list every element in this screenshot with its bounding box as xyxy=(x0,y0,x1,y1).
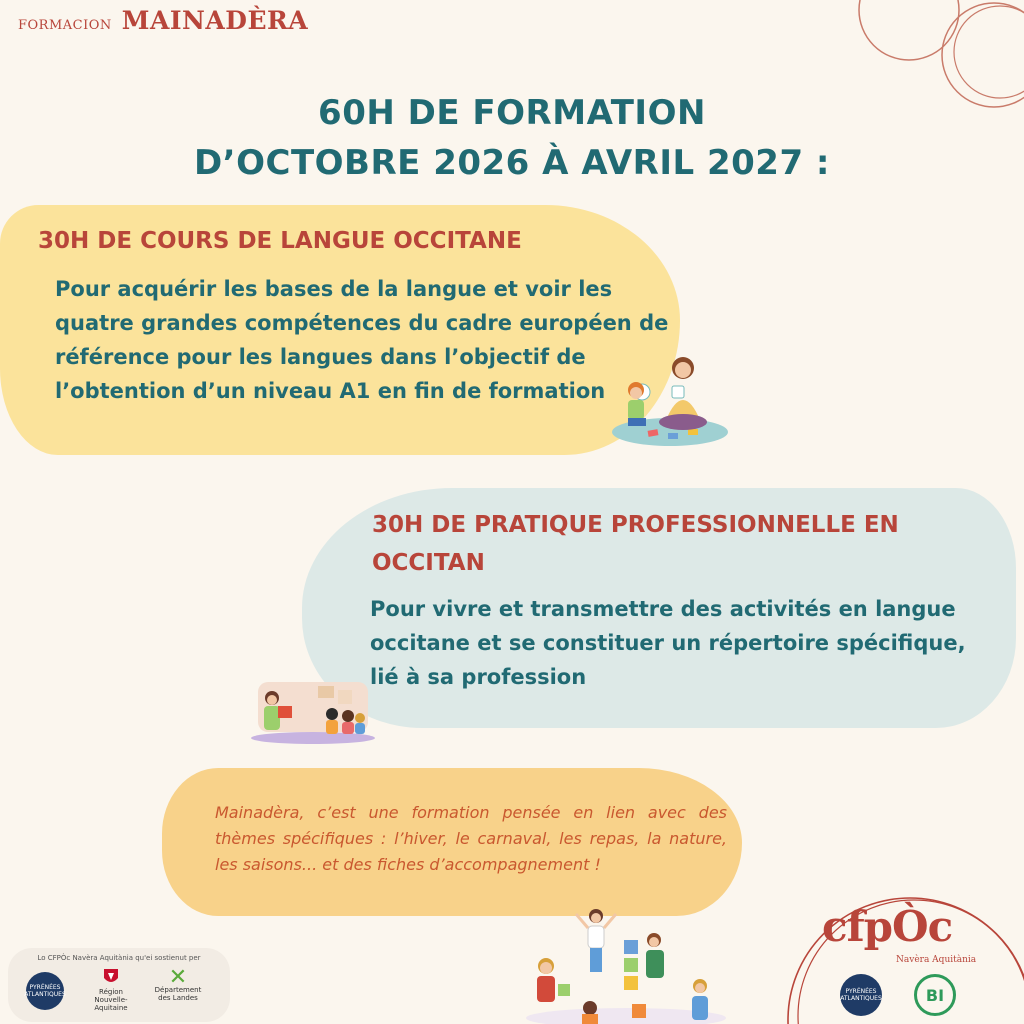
sponsors-caption: Lo CFPÒc Navèra Aquitània qu'ei sostienut per xyxy=(37,954,201,962)
bi-logo: BI xyxy=(914,974,956,1016)
title-line-1: 60H DE FORMATION xyxy=(318,93,706,133)
region-nouvelle-aquitaine-logo: Région Nouvelle-Aquitaine xyxy=(86,968,136,1012)
sponsors-box xyxy=(8,948,230,1022)
pyrenees-atlantiques-logo-2: PYRÉNÉES ATLANTIQUES xyxy=(840,974,882,1016)
landes-xl-mark: ✕ xyxy=(168,965,188,990)
section2-text: Pour vivre et transmettre des activités en langue occitane et se constituer un répertoire spécifique, lié à sa profession xyxy=(370,597,966,689)
kids-blocks-illustration xyxy=(520,906,732,1024)
reading-children-illustration xyxy=(248,676,378,748)
region-shield-icon xyxy=(103,968,119,986)
section1-text: Pour acquérir les bases de la langue et voir les quatre grandes compétences du cadre européen de référence pour les langues dans l’objectif de l’obtention d’un niveau A1 en fin de formation xyxy=(55,277,669,403)
title-line-2: D’OCTOBRE 2026 À AVRIL 2027 : xyxy=(193,143,831,183)
section3-text: Mainadèra, c’est une formation pensée en lien avec des thèmes spécifiques : l’hiver, le carnaval, les repas, la nature, les saisons... et des fiches d’accompagnement ! xyxy=(215,803,727,874)
cfpoc-logo: cfpÒc xyxy=(822,902,953,951)
pyrenees-atlantiques-logo: PYRÉNÉES ATLANTIQUES xyxy=(26,972,64,1010)
brand-name: MAINADÈRA xyxy=(121,6,309,35)
section1-heading: 30H DE COURS DE LANGUE OCCITANE xyxy=(38,228,522,254)
landes-logo: ✕ Département des Landes xyxy=(154,965,202,1002)
section2-heading: 30H DE PRATIQUE PROFESSIONNELLE EN OCCITAN xyxy=(372,512,899,576)
brand-prefix: FORMACION xyxy=(18,18,112,33)
brand-header xyxy=(18,6,308,35)
teacher-child-illustration xyxy=(608,350,733,450)
cfpoc-subtitle: Navèra Aquitània xyxy=(896,955,977,965)
page-title xyxy=(0,88,1024,188)
